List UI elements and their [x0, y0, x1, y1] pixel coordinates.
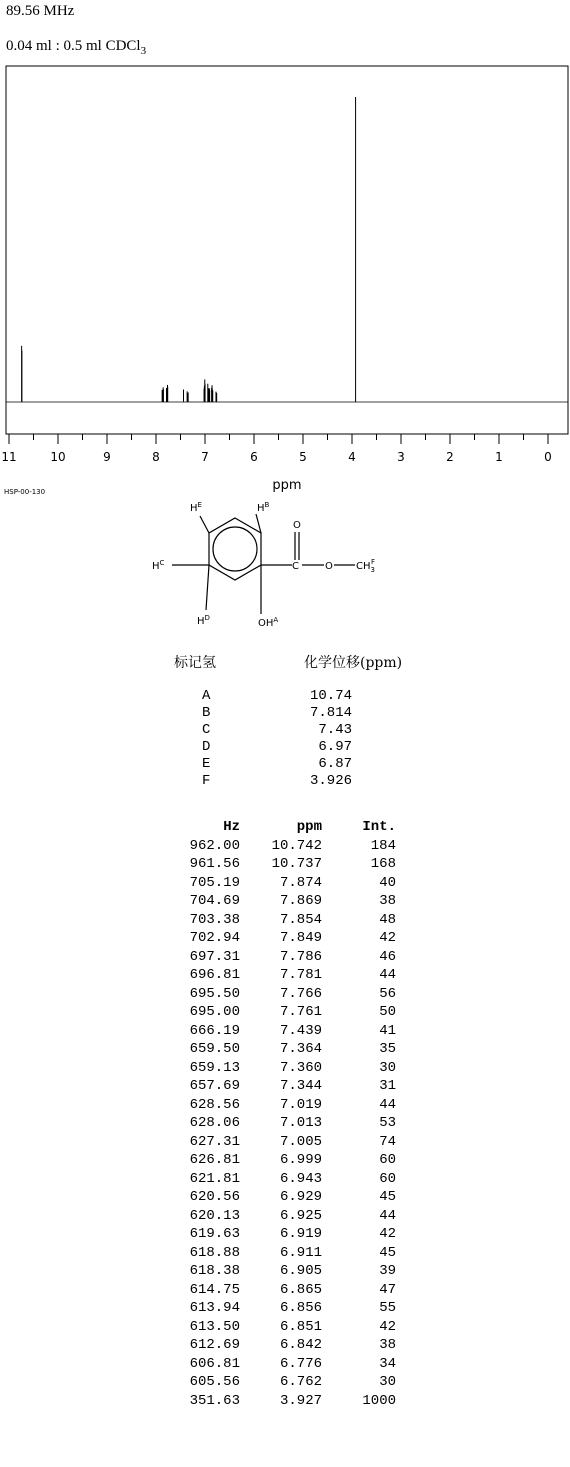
peak-int: 60	[379, 1170, 396, 1187]
peak-ppm: 10.742	[271, 837, 322, 854]
peak-row	[170, 1170, 396, 1189]
tick-label: 2	[446, 450, 454, 464]
peak-int: 46	[379, 948, 396, 965]
peak-int: 1000	[362, 1392, 396, 1409]
assignment-label: C	[202, 722, 211, 738]
peak-row	[170, 1022, 396, 1041]
peak-row	[170, 1188, 396, 1207]
peak-ppm: 7.761	[279, 1004, 322, 1020]
bond-hd	[206, 565, 209, 610]
tick-label: 3	[397, 450, 405, 464]
peak-hz: 704.69	[189, 893, 240, 909]
x-axis-ticks	[1, 434, 551, 464]
peak-hz: 619.63	[189, 1226, 240, 1242]
peak-row	[170, 855, 396, 874]
assignment-shift: 7.814	[309, 705, 352, 721]
peak-row	[170, 874, 396, 893]
peak-ppm: 3.927	[279, 1392, 322, 1409]
peak-hz: 703.38	[189, 911, 240, 928]
peak-ppm: 6.943	[279, 1170, 322, 1187]
assignment-header-shift: 化学位移(ppm)	[304, 655, 403, 671]
assignment-row	[170, 722, 360, 739]
peak-int: 40	[379, 874, 396, 891]
peak-int: 35	[379, 1041, 396, 1057]
peak-ppm: 7.786	[279, 948, 322, 965]
nmr-spectrum-chart	[0, 60, 570, 496]
peak-ppm: 6.762	[279, 1374, 322, 1390]
tick-label: 10	[50, 450, 66, 464]
peak-int: 48	[379, 911, 396, 928]
peak-rows	[170, 837, 396, 1411]
peak-hz: 696.81	[189, 967, 240, 983]
sample-text: 0.04 ml : 0.5 ml CDCl	[6, 38, 141, 54]
tick-label: 7	[201, 450, 209, 464]
peak-hz: 621.81	[189, 1170, 240, 1187]
peak-hz: 666.19	[189, 1022, 240, 1039]
peak-hz: 351.63	[189, 1392, 240, 1409]
peak-row	[170, 1244, 396, 1263]
label-hd: $H^D$	[197, 614, 210, 627]
peak-hz: 613.50	[189, 1318, 240, 1335]
peak-ppm: 7.849	[279, 930, 322, 946]
peak-ppm: 7.005	[279, 1133, 322, 1150]
peak-row	[170, 1392, 396, 1411]
assignment-label: F	[202, 773, 211, 789]
peak-hz: 659.13	[189, 1059, 240, 1076]
tick-label: 1	[495, 450, 503, 464]
assignment-row	[170, 705, 360, 722]
tick-label: 4	[348, 450, 356, 464]
peak-row	[170, 837, 396, 856]
peak-ppm: 6.865	[279, 1281, 322, 1298]
peak-row	[170, 1373, 396, 1392]
peak-int: 45	[379, 1189, 396, 1205]
peak-int: 42	[379, 1318, 396, 1335]
assignment-header-label: 标记氢	[174, 655, 216, 671]
peak-hz: 695.50	[189, 985, 240, 1002]
peak-row	[170, 966, 396, 985]
peak-int: 53	[379, 1115, 396, 1131]
molecule-structure	[130, 490, 430, 640]
peak-ppm: 7.019	[279, 1096, 322, 1113]
assignment-label: B	[202, 705, 211, 721]
sample-subscript: 3	[140, 45, 147, 57]
peak-ppm: 6.919	[279, 1226, 322, 1242]
peak-int: 74	[379, 1133, 396, 1150]
peak-int: 45	[379, 1244, 396, 1261]
peak-hz: 961.56	[189, 856, 240, 872]
peak-ppm: 7.364	[279, 1041, 322, 1057]
peak-hz: 606.81	[189, 1355, 240, 1372]
assignment-row	[170, 739, 360, 756]
tick-label: 5	[299, 450, 307, 464]
peak-int: 50	[379, 1004, 396, 1020]
peak-lines	[22, 97, 356, 402]
assignment-label: E	[202, 756, 211, 772]
assignment-shift: 10.74	[309, 688, 352, 704]
peak-ppm: 7.781	[279, 967, 322, 983]
peak-ppm: 7.360	[279, 1059, 322, 1076]
header-hz: Hz	[223, 819, 240, 835]
peak-table-header	[170, 818, 396, 837]
peak-ppm: 6.776	[279, 1355, 322, 1372]
peak-ppm: 6.925	[279, 1207, 322, 1224]
peak-int: 184	[370, 837, 396, 854]
peak-ppm: 7.874	[279, 874, 322, 891]
peak-row	[170, 929, 396, 948]
peak-hz: 628.56	[189, 1096, 240, 1113]
peak-row	[170, 1059, 396, 1078]
peak-int: 39	[379, 1263, 396, 1279]
peak-ppm: 7.766	[279, 985, 322, 1002]
label-o-ester: O	[325, 561, 333, 572]
peak-int: 30	[379, 1374, 396, 1390]
peak-hz: 605.56	[189, 1374, 240, 1390]
peak-int: 56	[379, 985, 396, 1002]
peak-row	[170, 1133, 396, 1152]
peak-ppm: 6.842	[279, 1337, 322, 1353]
peak-row	[170, 1281, 396, 1300]
peak-hz: 695.00	[189, 1004, 240, 1020]
peak-int: 55	[379, 1300, 396, 1316]
peak-hz: 659.50	[189, 1041, 240, 1057]
peak-int: 38	[379, 893, 396, 909]
peak-row	[170, 1077, 396, 1096]
spectrometer-frequency: 89.56 MHz	[6, 3, 75, 19]
peak-row	[170, 892, 396, 911]
tick-label: 11	[1, 450, 17, 464]
peak-int: 44	[379, 1207, 396, 1224]
label-hb: $H^B$	[257, 501, 270, 514]
assignment-shift: 6.87	[318, 756, 352, 772]
peak-ppm: 10.737	[271, 856, 322, 872]
peak-int: 47	[379, 1281, 396, 1298]
peak-row	[170, 1299, 396, 1318]
label-he: $H^E$	[190, 501, 202, 514]
peak-hz: 628.06	[189, 1115, 240, 1131]
label-hc: $H^C$	[152, 559, 165, 572]
assignment-label: D	[202, 739, 211, 755]
peak-ppm: 6.911	[279, 1244, 322, 1261]
spectrum-code: HSP-00-130	[4, 488, 46, 496]
peak-hz: 702.94	[189, 930, 240, 946]
peak-row	[170, 1003, 396, 1022]
peak-hz: 612.69	[189, 1337, 240, 1353]
peak-hz: 613.94	[189, 1300, 240, 1316]
peak-row	[170, 1114, 396, 1133]
tick-label: 9	[103, 450, 111, 464]
peak-ppm: 7.854	[279, 911, 322, 928]
plot-frame	[6, 66, 568, 434]
assignment-shift: 6.97	[318, 739, 352, 755]
peak-int: 38	[379, 1337, 396, 1353]
peak-row	[170, 1040, 396, 1059]
header-ppm: ppm	[296, 819, 322, 835]
assignment-table	[170, 688, 360, 790]
bond-he	[200, 516, 209, 533]
peak-row	[170, 1355, 396, 1374]
peak-row	[170, 1207, 396, 1226]
assignment-label: A	[202, 688, 211, 704]
header-int: Int.	[362, 819, 396, 835]
peak-row	[170, 1096, 396, 1115]
peak-int: 44	[379, 1096, 396, 1113]
peak-hz: 962.00	[189, 837, 240, 854]
peak-hz: 705.19	[189, 874, 240, 891]
assignment-row	[170, 688, 360, 705]
peak-table	[170, 818, 396, 1410]
peak-row	[170, 1225, 396, 1244]
peak-row	[170, 911, 396, 930]
peak-row	[170, 1151, 396, 1170]
peak-hz: 618.88	[189, 1244, 240, 1261]
peak-row	[170, 985, 396, 1004]
peak-ppm: 6.929	[279, 1189, 322, 1205]
tick-label: 6	[250, 450, 258, 464]
peak-row	[170, 1336, 396, 1355]
peak-ppm: 7.344	[279, 1078, 322, 1094]
peak-hz: 620.13	[189, 1207, 240, 1224]
peak-ppm: 6.999	[279, 1152, 322, 1168]
peak-int: 168	[370, 856, 396, 872]
peak-row	[170, 948, 396, 967]
peak-int: 41	[379, 1022, 396, 1039]
peak-ppm: 7.013	[279, 1115, 322, 1131]
aromatic-circle	[213, 527, 257, 571]
peak-int: 30	[379, 1059, 396, 1076]
peak-hz: 626.81	[189, 1152, 240, 1168]
peak-int: 31	[379, 1078, 396, 1094]
peak-hz: 614.75	[189, 1281, 240, 1298]
peak-int: 60	[379, 1152, 396, 1168]
assignment-row	[170, 756, 360, 773]
tick-label: 8	[152, 450, 160, 464]
peak-hz: 697.31	[189, 948, 240, 965]
x-axis-label: ppm	[272, 478, 302, 493]
label-ch3: $CH_3F$	[356, 558, 376, 574]
peak-row	[170, 1262, 396, 1281]
peak-hz: 618.38	[189, 1263, 240, 1279]
assignment-row	[170, 773, 360, 790]
peak-ppm: 7.439	[279, 1022, 322, 1039]
label-o-carbonyl: O	[293, 520, 301, 531]
assignment-shift: 7.43	[318, 722, 352, 738]
peak-int: 44	[379, 967, 396, 983]
sample-description	[6, 38, 146, 57]
peak-hz: 620.56	[189, 1189, 240, 1205]
peak-ppm: 6.856	[279, 1300, 322, 1316]
peak-hz: 627.31	[189, 1133, 240, 1150]
label-oh: $OH^A$	[258, 616, 279, 629]
peak-ppm: 7.869	[279, 893, 322, 909]
assignment-shift: 3.926	[309, 773, 352, 789]
peak-int: 34	[379, 1355, 396, 1372]
peak-int: 42	[379, 1226, 396, 1242]
peak-hz: 657.69	[189, 1078, 240, 1094]
label-c-carbonyl: C	[292, 561, 299, 572]
tick-label: 0	[544, 450, 552, 464]
peak-ppm: 6.851	[279, 1318, 322, 1335]
peak-ppm: 6.905	[279, 1263, 322, 1279]
peak-row	[170, 1318, 396, 1337]
peak-int: 42	[379, 930, 396, 946]
